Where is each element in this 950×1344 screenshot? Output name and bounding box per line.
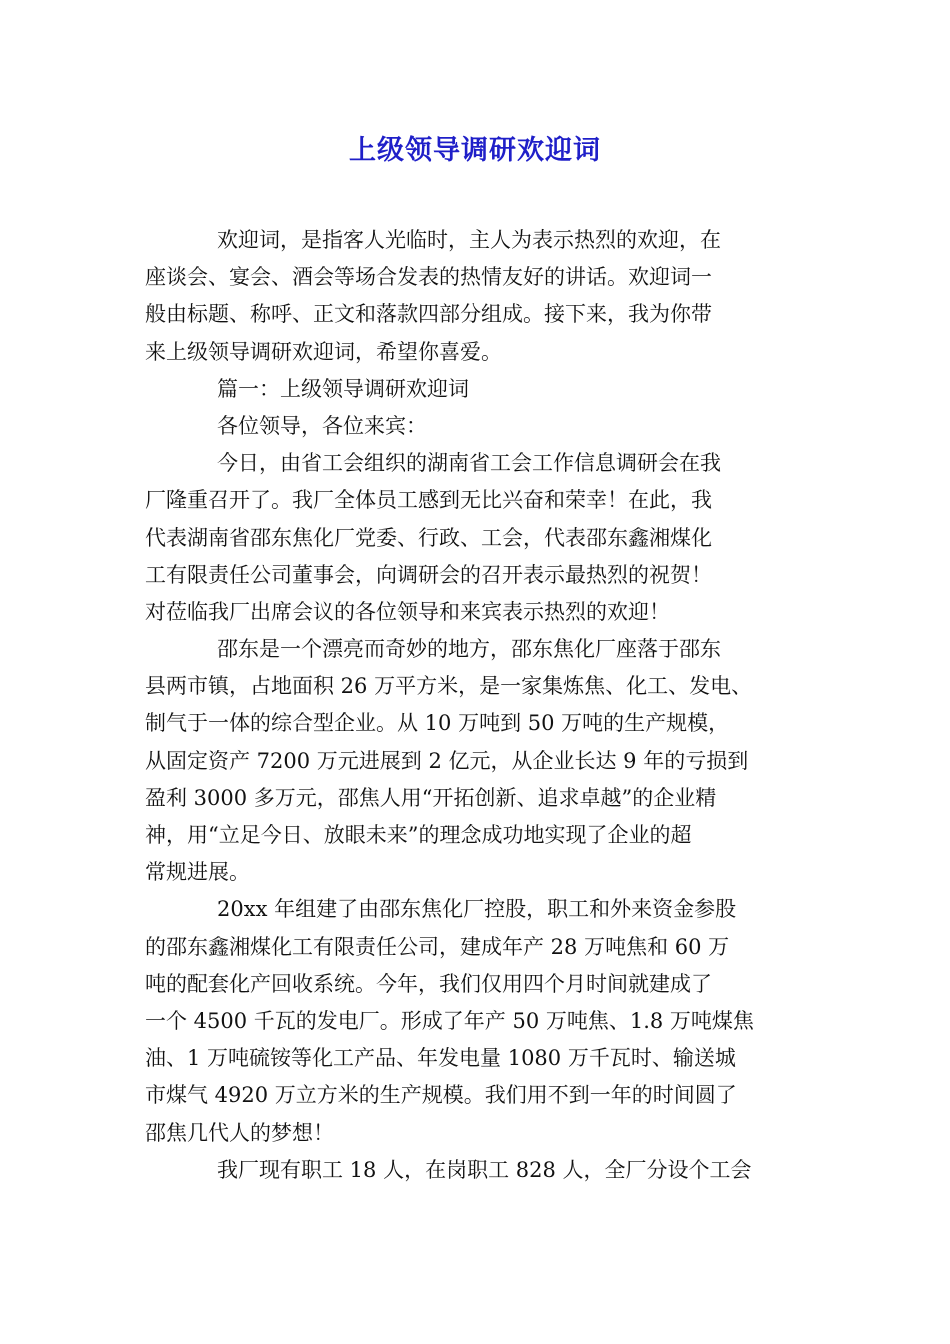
document-title: 上级领导调研欢迎词 <box>349 135 601 166</box>
body-line: 从固定资产 7200 万元进展到 2 亿元，从企业长达 9 年的亏损到 <box>145 748 749 773</box>
body-line: 对莅临我厂出席会议的各位领导和来宾表示热烈的欢迎！ <box>145 599 670 624</box>
body-line: 的邵东鑫湘煤化工有限责任公司，建成年产 28 万吨焦和 60 万 <box>145 934 730 959</box>
body-line: 各位领导，各位来宾： <box>217 413 427 438</box>
body-line: 代表湖南省邵东焦化厂党委、行政、工会，代表邵东鑫湘煤化 <box>145 525 712 550</box>
body-line: 常规进展。 <box>145 860 250 885</box>
body-line: 我厂现有职工 18 人，在岗职工 828 人，全厂分设个工会 <box>217 1157 752 1182</box>
body-line: 制气于一体的综合型企业。从 10 万吨到 50 万吨的生产规模， <box>145 711 730 736</box>
body-line: 市煤气 4920 万立方米的生产规模。我们用不到一年的时间圆了 <box>145 1083 737 1108</box>
body-line: 20xx 年组建了由邵东焦化厂控股，职工和外来资金参股 <box>217 897 737 922</box>
body-line: 工有限责任公司董事会，向调研会的召开表示最热烈的祝贺！ <box>145 562 712 587</box>
body-line: 县两市镇，占地面积 26 万平方米，是一家集炼焦、化工、发电、 <box>145 674 753 699</box>
body-line: 篇一：上级领导调研欢迎词 <box>217 376 469 401</box>
body-line: 盈利 3000 多万元，邵焦人用“开拓创新、追求卓越”的企业精 <box>145 785 717 810</box>
body-line: 来上级领导调研欢迎词，希望你喜爱。 <box>145 339 502 364</box>
body-line: 厂隆重召开了。我厂全体员工感到无比兴奋和荣幸！在此，我 <box>145 488 712 513</box>
body-line: 般由标题、称呼、正文和落款四部分组成。接下来，我为你带 <box>145 302 712 327</box>
body-line: 一个 4500 千瓦的发电厂。形成了年产 50 万吨焦、1.8 万吨煤焦 <box>145 1008 754 1033</box>
body-line: 邵焦几代人的梦想！ <box>145 1120 334 1145</box>
body-line: 油、1 万吨硫铵等化工产品、年发电量 1080 万千瓦时、输送城 <box>145 1046 736 1071</box>
body-line: 欢迎词，是指客人光临时，主人为表示热烈的欢迎，在 <box>217 228 721 252</box>
body-line: 吨的配套化产回收系统。今年，我们仅用四个月时间就建成了 <box>145 971 712 996</box>
body-line: 今日，由省工会组织的湖南省工会工作信息调研会在我 <box>217 451 721 476</box>
document-body <box>145 222 815 1189</box>
body-line: 座谈会、宴会、酒会等场合发表的热情友好的讲话。欢迎词一 <box>145 265 712 290</box>
body-line: 邵东是一个漂亮而奇妙的地方，邵东焦化厂座落于邵东 <box>217 637 721 662</box>
body-line: 神，用“立足今日、放眼未来”的理念成功地实现了企业的超 <box>145 823 692 847</box>
